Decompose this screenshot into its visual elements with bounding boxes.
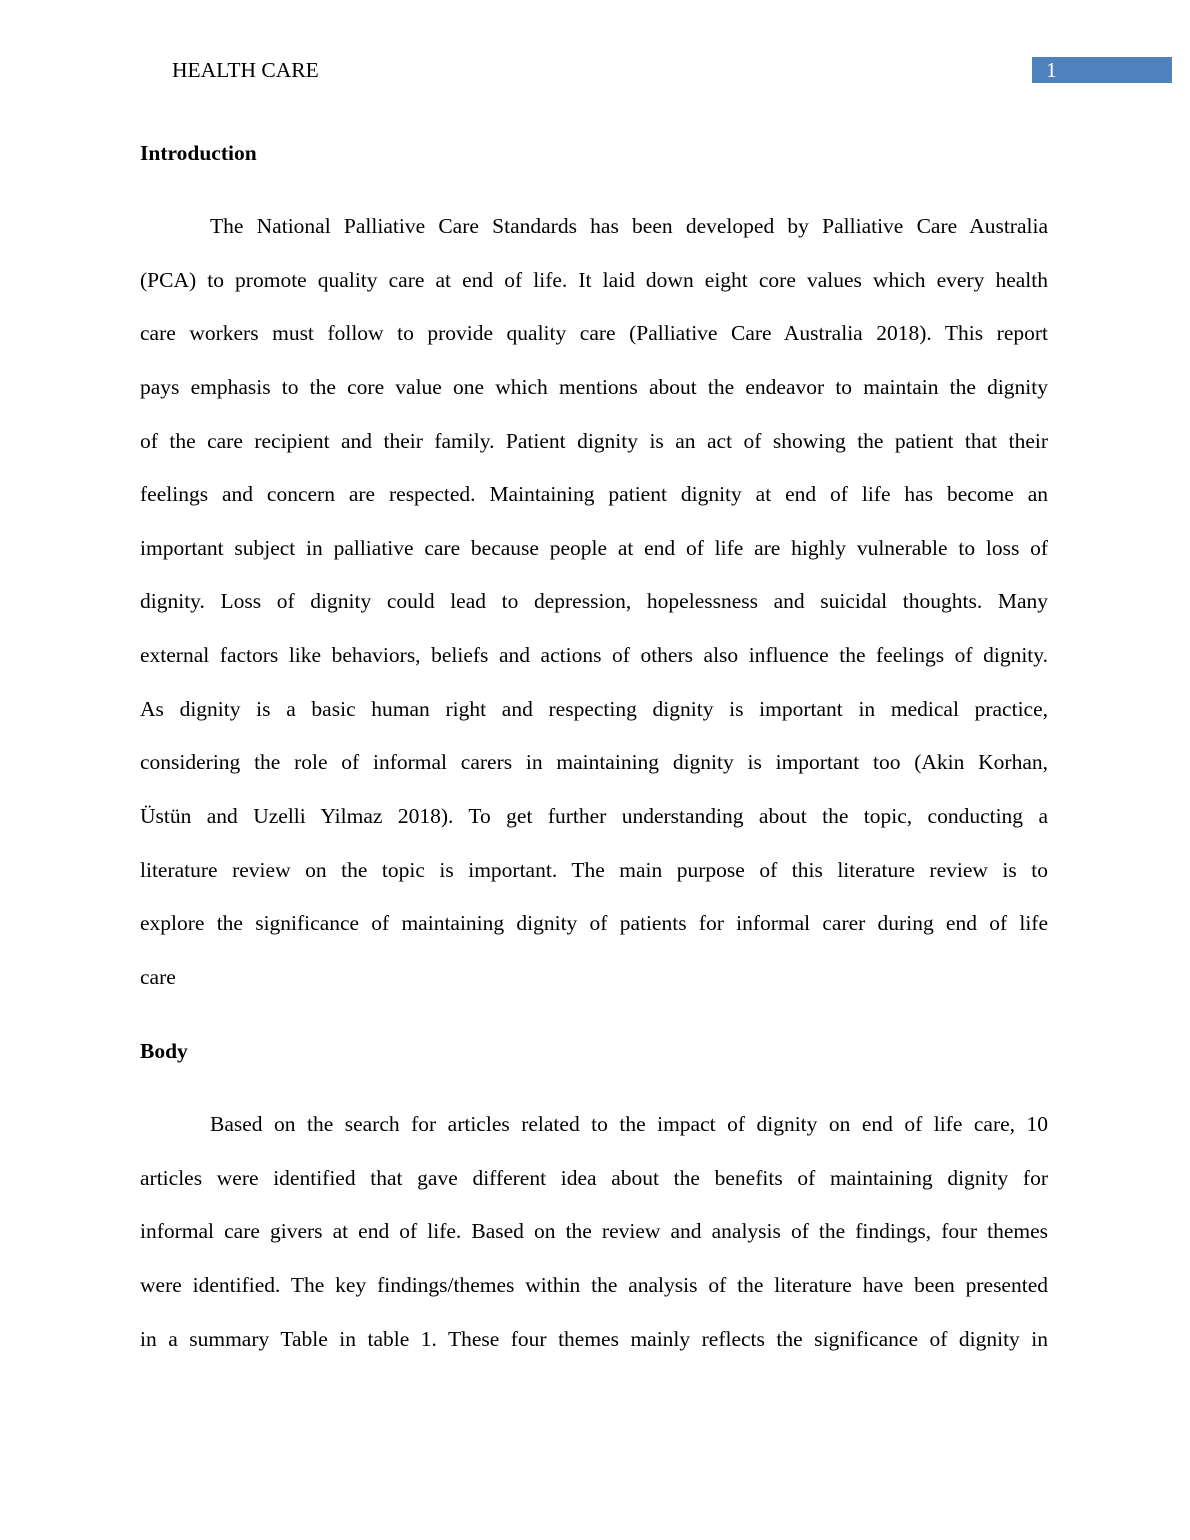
paragraph-body <box>140 1098 1048 1366</box>
text-line: of the care recipient and their family. Patient dignity is an act of showing the patient that their <box>140 428 1048 453</box>
running-head: HEALTH CARE <box>172 58 319 82</box>
heading-introduction: Introduction <box>140 141 257 165</box>
text-line: feelings and concern are respected. Maintaining patient dignity at end of life has become an <box>140 482 1048 507</box>
text-line: care workers must follow to provide quality care (Palliative Care Australia 2018). This report <box>140 321 1048 346</box>
text-line: (PCA) to promote quality care at end of life. It laid down eight core values which every health <box>140 267 1048 292</box>
text-line: Üstün and Uzelli Yilmaz 2018). To get further understanding about the topic, conducting a <box>140 804 1048 829</box>
text-line: explore the significance of maintaining dignity of patients for informal carer during end of life <box>140 911 1048 936</box>
text-line: dignity. Loss of dignity could lead to depression, hopelessness and suicidal thoughts. Many <box>140 589 1048 614</box>
text-line: in a summary Table in table 1. These four themes mainly reflects the significance of dignity in <box>140 1326 1048 1351</box>
paragraph-introduction <box>140 200 1048 1005</box>
text-line: care <box>140 964 176 989</box>
text-line: were identified. The key findings/themes within the analysis of the literature have been presented <box>140 1272 1048 1297</box>
heading-body: Body <box>140 1039 188 1063</box>
text-line: considering the role of informal carers in maintaining dignity is important too (Akin Korhan, <box>140 750 1048 775</box>
text-line: external factors like behaviors, beliefs and actions of others also influence the feelings of dignity. <box>140 643 1048 668</box>
text-line: articles were identified that gave different idea about the benefits of maintaining dignity for <box>140 1165 1048 1190</box>
text-line: The National Palliative Care Standards has been developed by Palliative Care Australia <box>210 214 1048 238</box>
text-line: informal care givers at end of life. Based on the review and analysis of the findings, four themes <box>140 1219 1048 1244</box>
text-line: literature review on the topic is important. The main purpose of this literature review is to <box>140 857 1048 882</box>
page-number: 1 <box>1032 57 1172 83</box>
text-line: As dignity is a basic human right and respecting dignity is important in medical practice, <box>140 696 1048 721</box>
text-line: Based on the search for articles related to the impact of dignity on end of life care, 10 <box>210 1112 1048 1136</box>
text-line: important subject in palliative care because people at end of life are highly vulnerable to loss of <box>140 535 1048 560</box>
text-line: pays emphasis to the core value one which mentions about the endeavor to maintain the dignity <box>140 374 1048 399</box>
